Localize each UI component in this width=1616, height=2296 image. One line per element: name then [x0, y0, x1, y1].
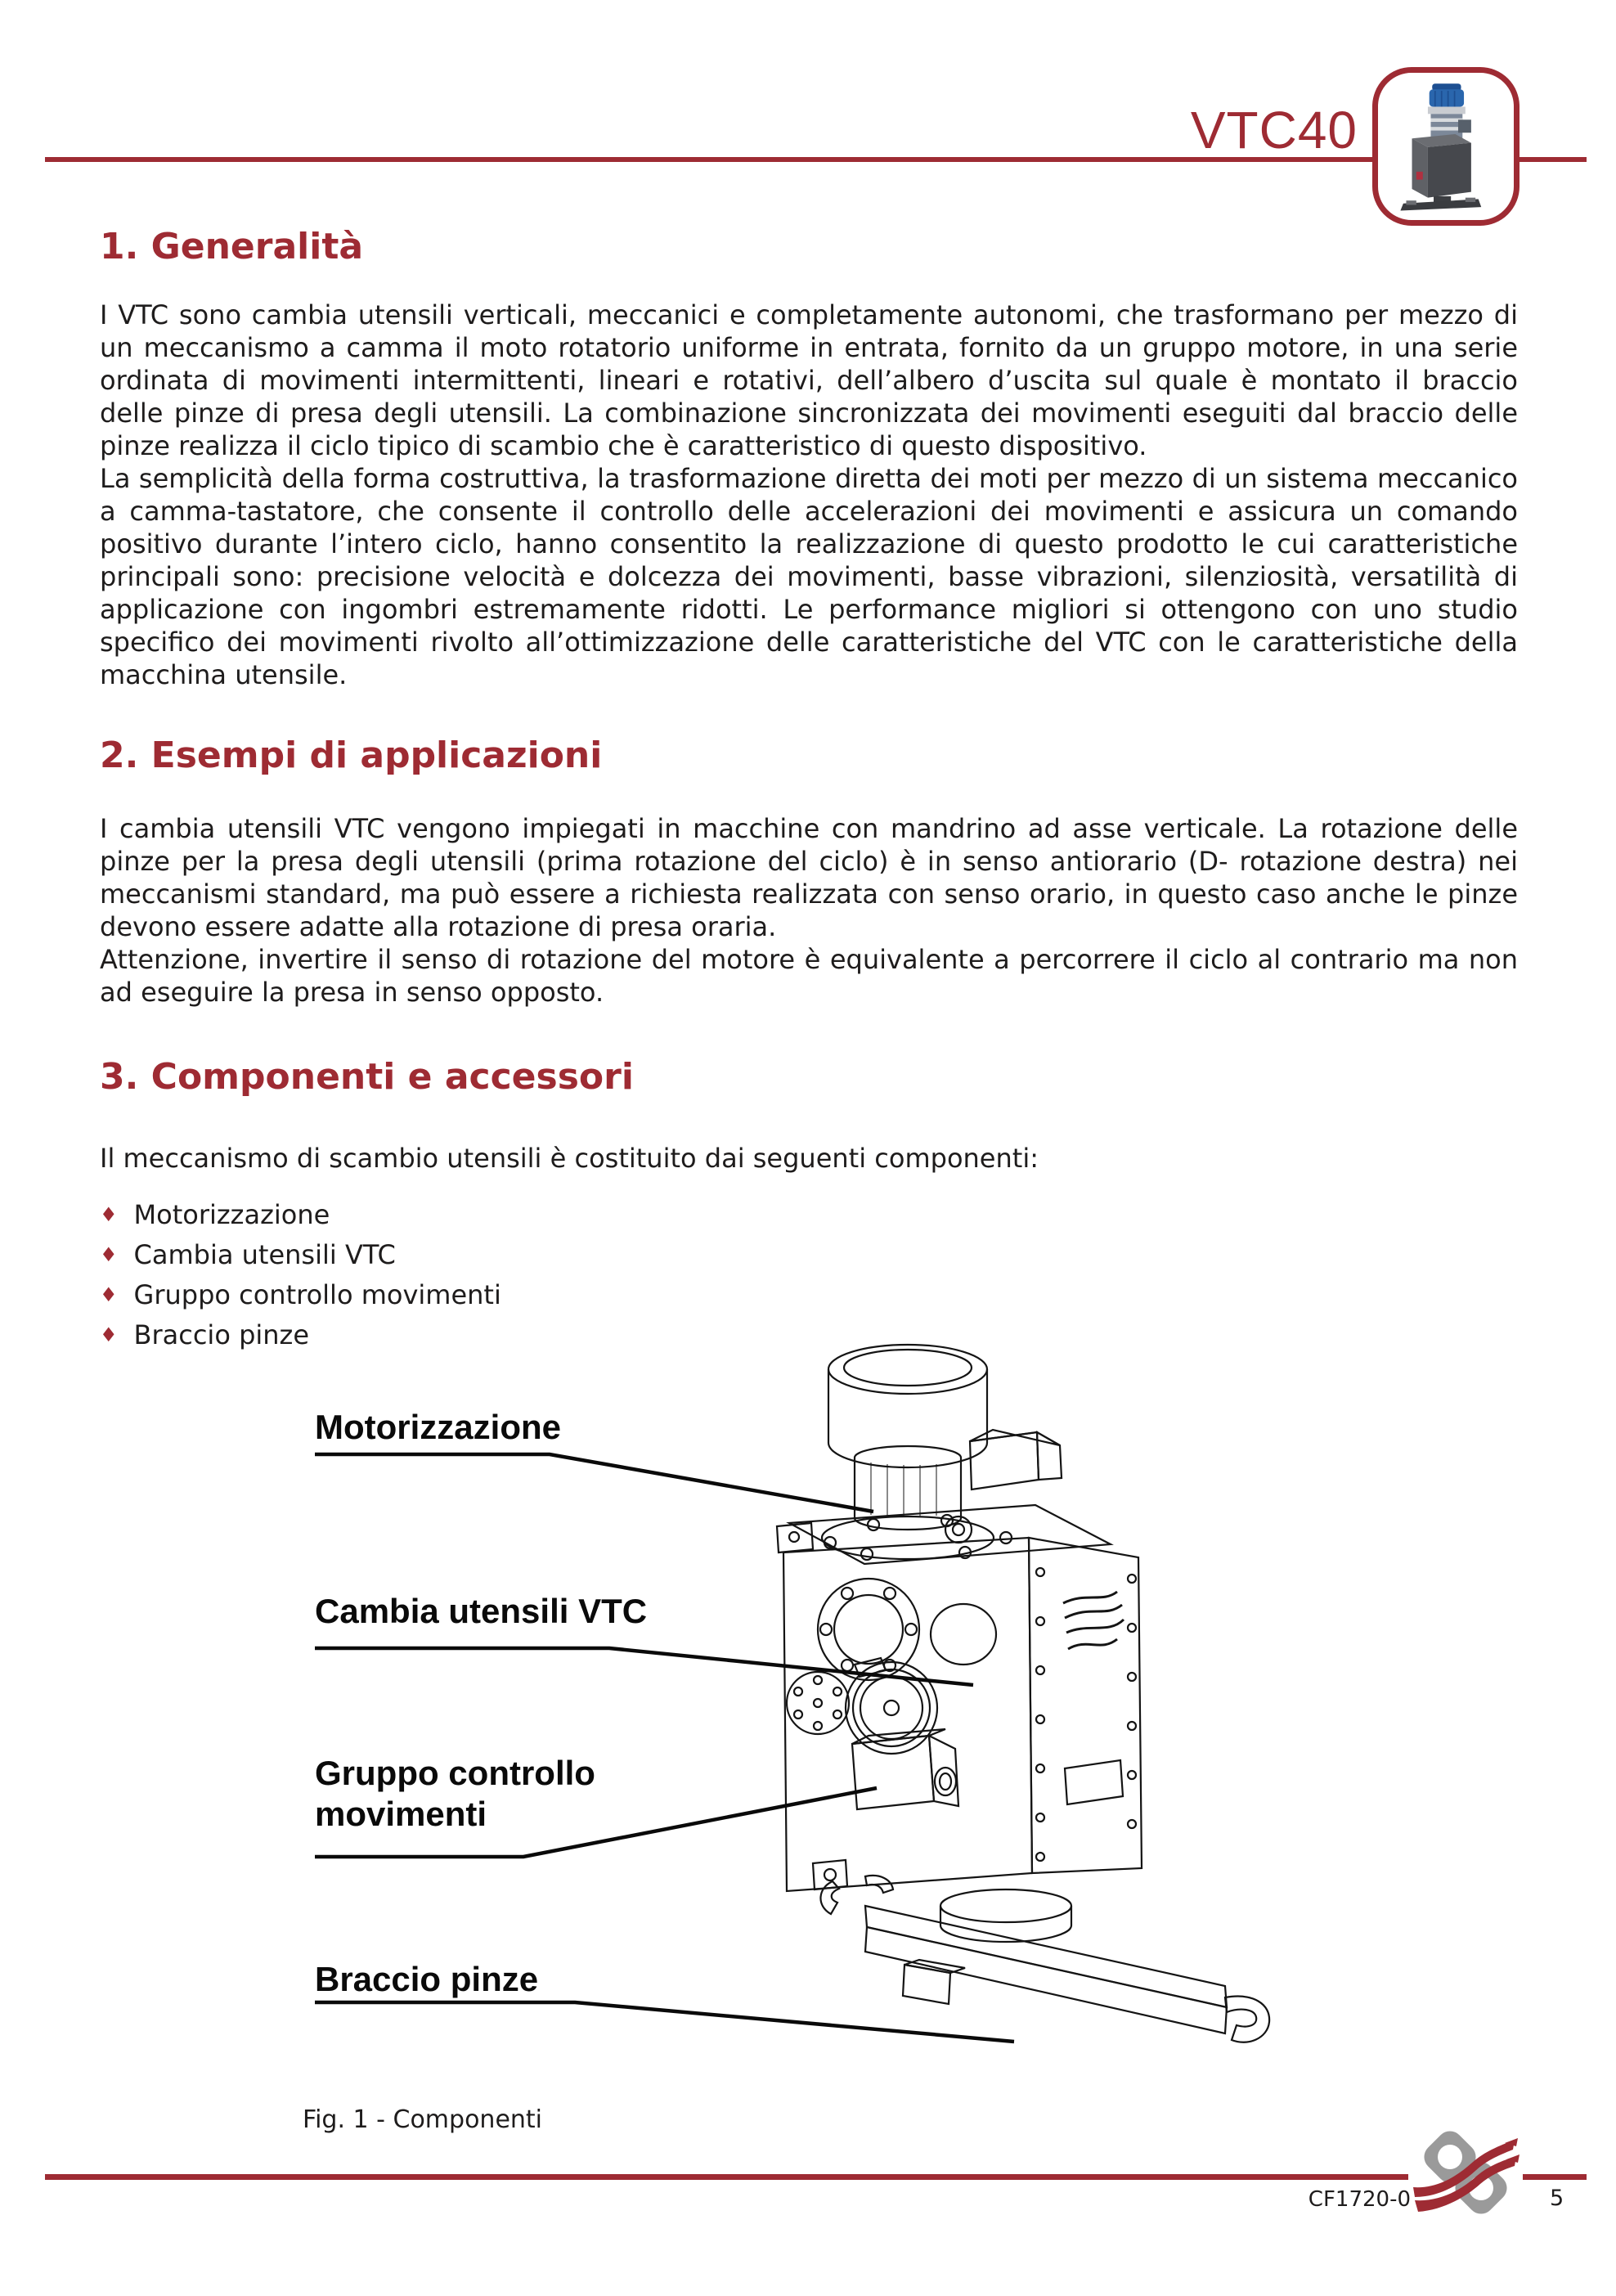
list-item-label: Cambia utensili VTC — [133, 1239, 396, 1270]
leader-motor — [315, 1454, 873, 1512]
section-title-generalita: 1. Generalità — [100, 226, 364, 267]
paragraph: I VTC sono cambia utensili verticali, meccanici e completamente autonomi, che trasformano per mezzo di un meccanismo a camma il moto rotatorio uniforme in entrata, fornito da un gruppo motore, in una serie ordinata di movimenti intermittenti, lineari e rotativi, dell’albero d’uscita sul quale è montato il braccio delle pinze di presa degli utensili. La combinazione sincronizzata dei movimenti eseguiti dal braccio delle pinze realizza il ciclo tipico di scambio che è caratteristico di questo dispositivo. — [100, 299, 1518, 461]
diamond-bullet-icon — [100, 1281, 118, 1309]
paragraph: Attenzione, invertire il senso di rotazione del motore è equivalente a percorrere il ciclo al contrario ma non ad eseguire la presa in senso opposto. — [100, 944, 1518, 1008]
section1-text — [100, 299, 1518, 691]
figure-label-control: Gruppo controllo movimenti — [315, 1754, 595, 1833]
section-title-esempi: 2. Esempi di applicazioni — [100, 735, 603, 776]
list-item — [100, 1241, 918, 1269]
diamond-bullet-icon — [100, 1201, 118, 1229]
figure-label-arm: Braccio pinze — [315, 1960, 539, 1998]
list-item-label: Motorizzazione — [133, 1199, 330, 1230]
leader-arm — [315, 2002, 1014, 2042]
paragraph: La semplicità della forma costruttiva, la trasformazione diretta dei moti per mezzo di un sistema meccanico a camma-tastatore, che consente il controllo delle accelerazioni dei movimenti e assicura un comando positivo durante l’intero ciclo, hanno consentito la realizzazione di questo prodotto le cui caratteristiche principali sono: precisione velocità e dolcezza dei movimenti, basse vibrazioni, silenziosità, versatilità di applicazione con ingombri estremamente ridotti. Le performance migliori si ottengono con uno studio specifico dei movimenti rivolto all’ottimizzazione delle caratteristiche del VTC con le caratteristiche della macchina utensile. — [100, 463, 1518, 690]
footer-rule — [45, 2174, 1587, 2180]
document-code: CF1720-0 — [1308, 2187, 1411, 2212]
page-number: 5 — [1550, 2186, 1564, 2211]
paragraph: I cambia utensili VTC vengono impiegati in macchine con mandrino ad asse verticale. La rotazione delle pinze per la presa degli utensili (prima rotazione del ciclo) è in senso antiorario (D- rotazione destra) nei meccanismi standard, ma può essere a richiesta realizzata con senso orario, in questo caso anche le pinze devono essere adatte alla rotazione di presa oraria. — [100, 813, 1518, 942]
components-technical-drawing — [245, 1333, 1300, 2159]
section2-text — [100, 812, 1518, 1009]
diamond-bullet-icon — [100, 1321, 118, 1349]
product-photo-frame — [1372, 67, 1519, 226]
company-logo-icon — [1408, 2125, 1523, 2225]
figure-caption: Fig. 1 - Componenti — [303, 2105, 543, 2134]
list-item-label: Gruppo controllo movimenti — [133, 1279, 501, 1310]
components-intro: Il meccanismo di scambio utensili è costituito dai seguenti componenti: — [100, 1143, 1039, 1174]
figure-label-motor: Motorizzazione — [315, 1408, 561, 1446]
figure-components — [245, 1333, 1300, 2159]
diamond-bullet-icon — [100, 1241, 118, 1269]
list-item — [100, 1201, 918, 1229]
figure-label-toolchanger: Cambia utensili VTC — [315, 1592, 648, 1630]
section-title-componenti: 3. Componenti e accessori — [100, 1056, 634, 1098]
list-item — [100, 1281, 918, 1309]
page-title: VTC40 — [1190, 101, 1358, 160]
product-photo — [1385, 79, 1507, 214]
list-item-label: Braccio pinze — [133, 1319, 310, 1350]
